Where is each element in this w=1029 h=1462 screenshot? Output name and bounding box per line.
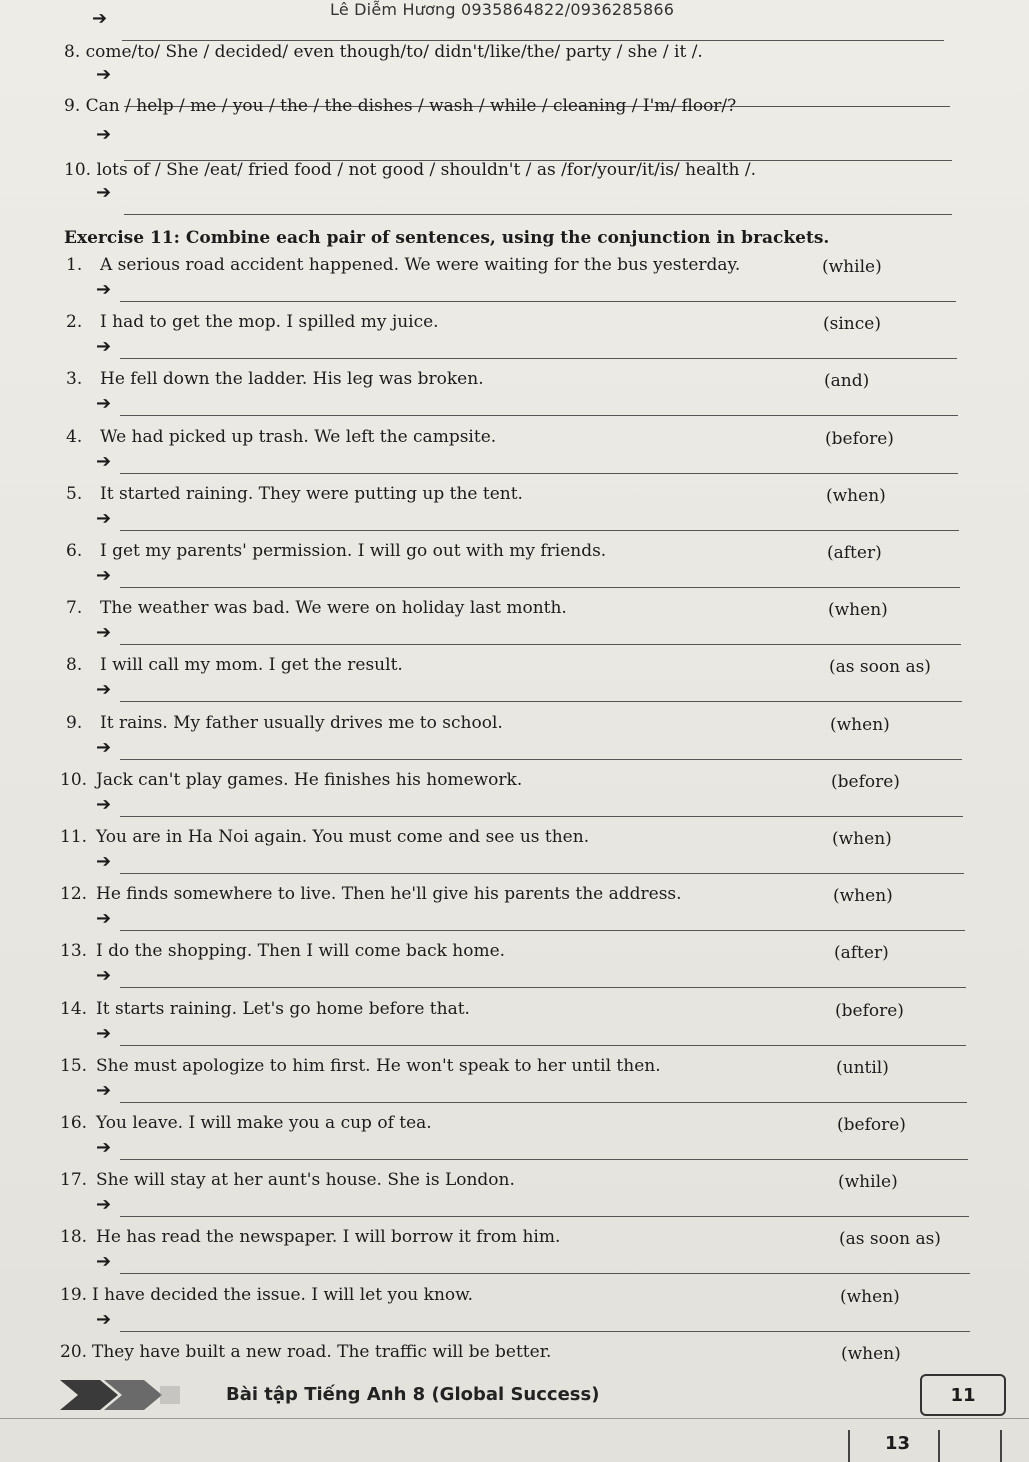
item-number: 6. [66,541,83,561]
item-sentence: He fell down the ladder. His leg was broken. [100,369,484,389]
item-number: 7. [66,598,83,618]
item-sentence: I get my parents' permission. I will go out with my friends. [100,541,607,561]
item-sentence: A serious road accident happened. We were waiting for the bus yesterday. [100,255,741,275]
conjunction-hint: (until) [836,1058,889,1078]
arrow-icon: ➔ [96,393,112,414]
conjunction-hint: (before) [825,429,894,449]
item-number: 4. [66,427,83,447]
item-sentence: Jack can't play games. He finishes his homework. [96,770,523,790]
answer-line[interactable] [120,759,962,760]
conjunction-hint: (when) [826,486,886,506]
arrow-icon: ➔ [96,64,112,85]
answer-line[interactable] [120,701,962,702]
conjunction-hint: (after) [827,543,882,563]
conjunction-hint: (when) [833,886,893,906]
answer-line[interactable] [122,40,944,41]
page-number: 11 [920,1374,1006,1416]
item-sentence: He finds somewhere to live. Then he'll give his parents the address. [96,884,682,904]
arrow-icon: ➔ [96,908,112,929]
top-item-9: 9. Can / help / me / you / the / the dishes / wash / while / cleaning / I'm/ floor/? [64,96,737,116]
conjunction-hint: (as soon as) [839,1229,941,1249]
item-sentence: They have built a new road. The traffic will be better. [92,1342,552,1362]
item-number: 9. [66,713,83,733]
item-sentence: The weather was bad. We were on holiday last month. [100,598,567,618]
conjunction-hint: (when) [840,1287,900,1307]
arrow-icon: ➔ [96,1080,112,1101]
answer-line[interactable] [120,873,964,874]
arrow-icon: ➔ [96,622,112,643]
item-sentence: It rains. My father usually drives me to school. [100,713,503,733]
answer-line[interactable] [124,214,952,215]
arrow-icon: ➔ [96,1251,112,1272]
arrow-icon: ➔ [96,124,112,145]
conjunction-hint: (before) [835,1001,904,1021]
item-number: 16. [60,1113,88,1133]
item-number: 11. [60,827,88,847]
divider [0,1418,1029,1419]
item-number: 1. [66,255,83,275]
answer-line[interactable] [120,1159,968,1160]
answer-line[interactable] [120,1273,970,1274]
arrow-icon: ➔ [96,851,112,872]
item-sentence: She must apologize to him first. He won't speak to her until then. [96,1056,661,1076]
arrow-icon: ➔ [96,565,112,586]
footer-book-title: Bài tập Tiếng Anh 8 (Global Success) [226,1384,600,1405]
item-sentence: I will call my mom. I get the result. [100,655,403,675]
top-item-10: 10. lots of / She /eat/ fried food / not good / shouldn't / as /for/your/it/is/ health /. [64,160,757,180]
divider [938,1430,940,1462]
answer-line[interactable] [120,587,960,588]
header-contact: Lê Diễm Hương 0935864822/0936285866 [330,0,675,19]
conjunction-hint: (before) [831,772,900,792]
divider [848,1430,850,1462]
conjunction-hint: (when) [828,600,888,620]
second-page-number: 13 [885,1433,911,1454]
item-number: 13. [60,941,88,961]
conjunction-hint: (while) [822,257,882,277]
arrow-icon: ➔ [96,737,112,758]
answer-line[interactable] [120,816,963,817]
top-item-8: 8. come/to/ She / decided/ even though/to/ didn't/like/the/ party / she / it /. [64,42,703,62]
answer-line[interactable] [120,1102,967,1103]
answer-line[interactable] [120,987,966,988]
item-number: 19. [60,1285,88,1305]
conjunction-hint: (when) [830,715,890,735]
answer-line[interactable] [120,1045,966,1046]
arrow-icon: ➔ [96,794,112,815]
item-sentence: You leave. I will make you a cup of tea. [96,1113,432,1133]
conjunction-hint: (and) [824,371,870,391]
arrow-icon: ➔ [96,182,112,203]
item-sentence: It started raining. They were putting up the tent. [100,484,523,504]
conjunction-hint: (after) [834,943,889,963]
conjunction-hint: (while) [838,1172,898,1192]
item-number: 8. [66,655,83,675]
answer-line[interactable] [120,358,957,359]
double-chevron-icon [60,1380,180,1410]
arrow-icon: ➔ [96,1023,112,1044]
item-number: 10. [60,770,88,790]
arrow-icon: ➔ [96,1194,112,1215]
item-number: 5. [66,484,83,504]
item-number: 12. [60,884,88,904]
arrow-icon: ➔ [96,279,112,300]
exercise-title: Exercise 11: Combine each pair of sentences, using the conjunction in brackets. [64,228,830,248]
answer-line[interactable] [120,473,958,474]
arrow-icon: ➔ [96,1309,112,1330]
arrow-icon: ➔ [92,8,108,29]
item-number: 20. [60,1342,88,1362]
item-number: 3. [66,369,83,389]
answer-line[interactable] [120,930,965,931]
item-sentence: I have decided the issue. I will let you know. [92,1285,474,1305]
conjunction-hint: (when) [832,829,892,849]
footer [40,1372,1005,1418]
arrow-icon: ➔ [96,965,112,986]
item-sentence: He has read the newspaper. I will borrow it from him. [96,1227,561,1247]
conjunction-hint: (when) [841,1344,901,1364]
arrow-icon: ➔ [96,1137,112,1158]
conjunction-hint: (before) [837,1115,906,1135]
item-number: 17. [60,1170,88,1190]
item-sentence: She will stay at her aunt's house. She is London. [96,1170,515,1190]
answer-line[interactable] [120,1331,970,1332]
arrow-icon: ➔ [96,508,112,529]
item-sentence: It starts raining. Let's go home before that. [96,999,470,1019]
arrow-icon: ➔ [96,679,112,700]
answer-line[interactable] [120,644,961,645]
item-sentence: I do the shopping. Then I will come back home. [96,941,506,961]
conjunction-hint: (as soon as) [829,657,931,677]
answer-line[interactable] [120,530,959,531]
item-sentence: I had to get the mop. I spilled my juice. [100,312,439,332]
arrow-icon: ➔ [96,451,112,472]
arrow-icon: ➔ [96,336,112,357]
item-number: 14. [60,999,88,1019]
answer-line[interactable] [120,1216,969,1217]
item-number: 15. [60,1056,88,1076]
item-number: 18. [60,1227,88,1247]
item-number: 2. [66,312,83,332]
answer-line[interactable] [120,415,958,416]
conjunction-hint: (since) [823,314,881,334]
item-sentence: We had picked up trash. We left the campsite. [100,427,497,447]
item-sentence: You are in Ha Noi again. You must come and see us then. [96,827,590,847]
divider [1000,1430,1002,1462]
answer-line[interactable] [120,301,956,302]
